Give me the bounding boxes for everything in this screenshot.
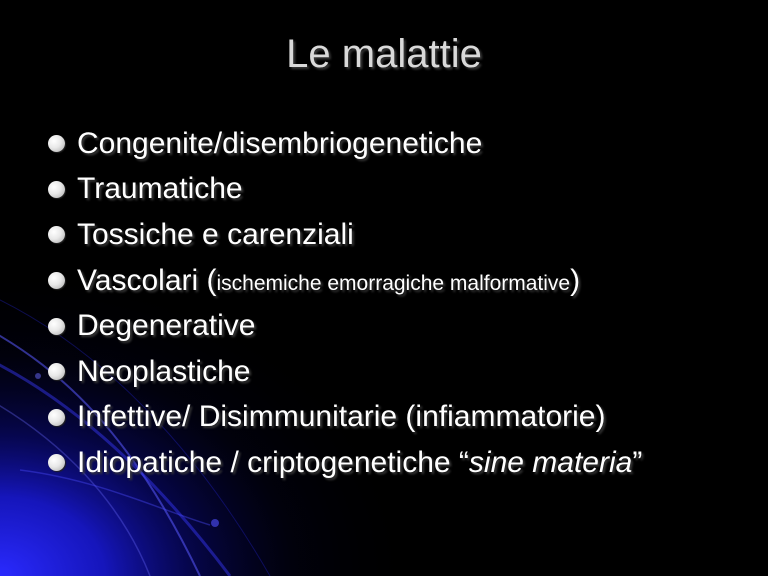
slide-title: Le malattie <box>286 32 482 76</box>
bullet-text: Neoplastiche <box>77 354 251 388</box>
bullet-text: Degenerative <box>77 309 256 343</box>
list-item <box>48 212 642 258</box>
bullet-text-close: ) <box>570 263 581 297</box>
round-bullet-icon <box>48 181 65 198</box>
list-item <box>48 440 642 486</box>
round-bullet-icon <box>48 135 65 152</box>
list-item <box>48 395 642 441</box>
round-bullet-icon <box>48 409 65 426</box>
round-bullet-icon <box>48 318 65 335</box>
bullet-text-italic: sine materia <box>468 445 633 479</box>
round-bullet-icon <box>48 226 65 243</box>
bullet-list <box>48 121 642 486</box>
bullet-text-main: Vascolari ( <box>77 263 217 297</box>
bullet-text-small: ischemiche emorragiche malformative <box>216 271 571 295</box>
bullet-text-main: Idiopatiche / criptogenetiche “ <box>77 445 469 479</box>
list-item <box>48 167 642 213</box>
round-bullet-icon <box>48 363 65 380</box>
list-item <box>48 303 642 349</box>
list-item <box>48 121 642 167</box>
bullet-text: Congenite/disembriogenetiche <box>77 126 483 160</box>
bullet-text <box>77 264 580 298</box>
bullet-text-close: ” <box>632 445 643 479</box>
round-bullet-icon <box>48 454 65 471</box>
round-bullet-icon <box>48 272 65 289</box>
list-item <box>48 258 642 304</box>
bullet-text: Traumatiche <box>77 172 243 206</box>
bullet-text: Tossiche e carenziali <box>77 217 354 251</box>
list-item <box>48 349 642 395</box>
bullet-text: Infettive/ Disimmunitarie (infiammatorie) <box>77 400 606 434</box>
bullet-text <box>77 446 642 480</box>
